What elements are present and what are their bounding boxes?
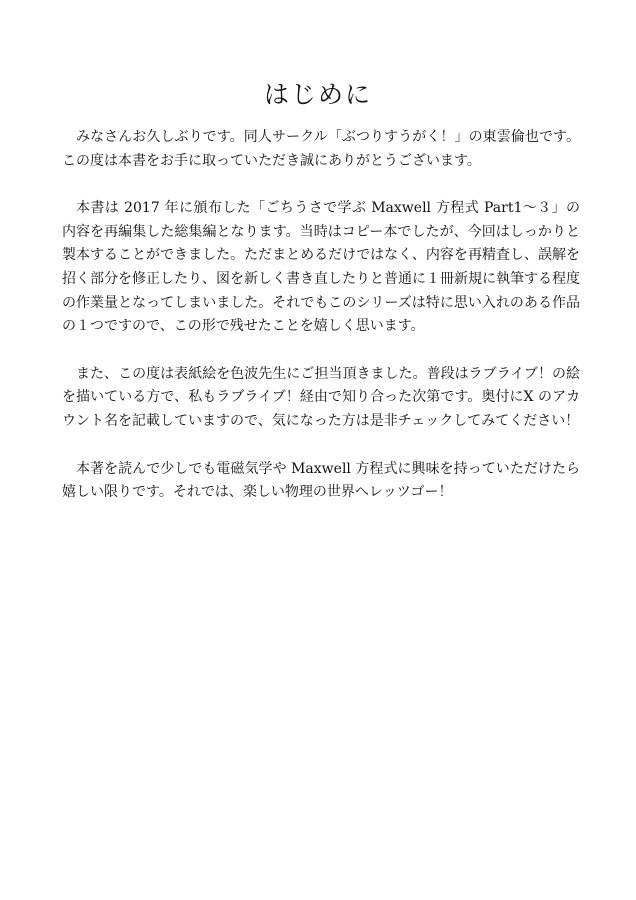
paragraph-greeting: みなさんお久しぶりです。同人サークル「ぶつりすうがく！」の東雲倫也です。この度は本書をお手に取っていただき誠にありがとうございます。 bbox=[62, 129, 580, 169]
preface-body bbox=[62, 126, 580, 529]
paragraph-cover-artist: また、この度は表紙絵を色波先生にご担当頂きました。普段はラブライブ！の絵を描いている方で、私もラブライブ！経由で知り合った次第です。奥付にX のアカウント名を記載していますので、気になった方は是非チェックしてみてください！ bbox=[62, 365, 580, 429]
paragraph-book-overview: 本書は 2017 年に頒布した「ごちうさで学ぶ Maxwell 方程式 Part1〜３」の内容を再編集した総集編となります。当時はコピー本でしたが、今回はしっかりと製本することができました。ただまとめるだけではなく、内容を再精査し、誤解を招く部分を修正したり、図を新しく書き直したりと普通に１冊新規に執筆する程度の作業量となってしまいました。それでもこのシリーズは特に思い入れのある作品の１つですので、この形で残せたことを嬉しく思います。 bbox=[62, 200, 580, 335]
page-title: はじめに bbox=[263, 80, 372, 109]
paragraph-closing: 本著を読んで少しでも電磁気学や Maxwell 方程式に興味を持っていただけたら嬉しい限りです。それでは、楽しい物理の世界へレッツゴー！ bbox=[62, 460, 580, 501]
